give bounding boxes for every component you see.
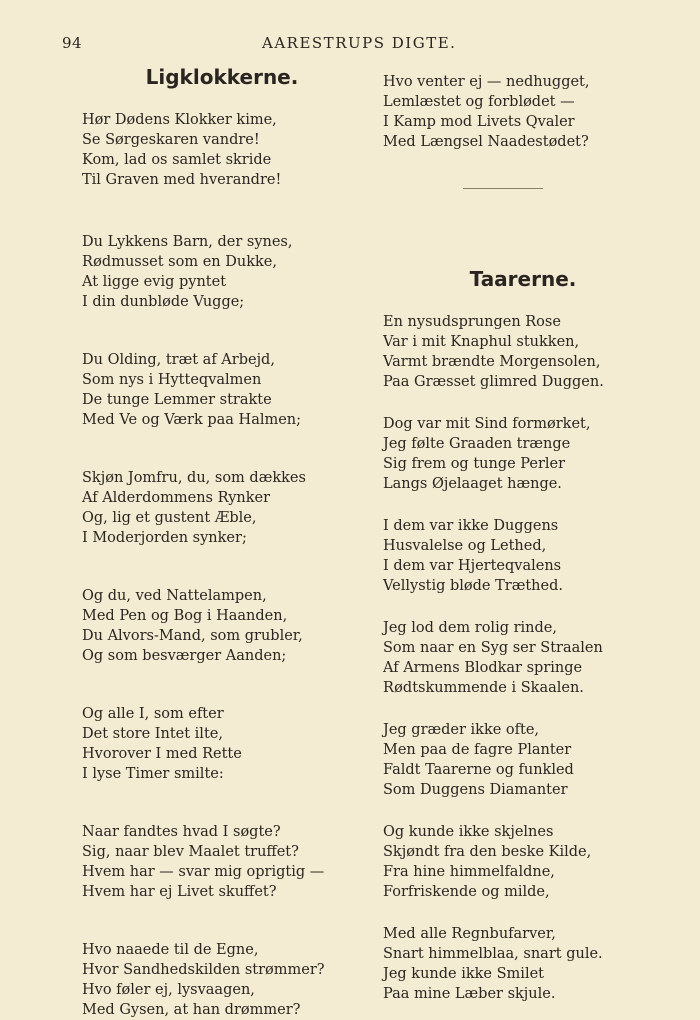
verse-line: Som Duggens Diamanter xyxy=(383,782,568,798)
verse-line: Hvo naaede til de Egne, xyxy=(82,942,259,958)
verse-line: Af Armens Blodkar springe xyxy=(383,660,583,676)
stanza xyxy=(383,618,663,698)
verse-line: Hvorover I med Rette xyxy=(82,746,242,762)
stanza xyxy=(82,110,362,190)
verse-line: Sig frem og tunge Perler xyxy=(383,456,566,472)
verse-line: I Kamp mod Livets Qvaler xyxy=(383,114,575,130)
verse-line: Kom, lad os samlet skride xyxy=(82,152,272,168)
verse-line: Rødmusset som en Dukke, xyxy=(82,254,277,270)
verse-line: Og som besværger Aanden; xyxy=(82,648,287,664)
verse-line: Dog var mit Sind formørket, xyxy=(383,416,591,432)
verse-line: Skjøndt fra den beske Kilde, xyxy=(383,844,592,860)
poem-title: Ligklokkerne. xyxy=(145,65,299,89)
verse-line: Rødtskummende i Skaalen. xyxy=(383,680,584,696)
verse-line: I din dunbløde Vugge; xyxy=(82,294,245,310)
verse-line: Hvem har ej Livet skuffet? xyxy=(82,884,277,900)
verse-line: Forfriskende og milde, xyxy=(383,884,550,900)
stanza xyxy=(82,232,362,312)
verse-line: Hvo venter ej — nedhugget, xyxy=(383,74,590,90)
verse-line: Varmt brændte Morgensolen, xyxy=(383,354,601,370)
verse-line: Og, lig et gustent Æble, xyxy=(82,510,257,526)
verse-line: Med Længsel Naadestødet? xyxy=(383,134,589,150)
verse-line: Paa mine Læber skjule. xyxy=(383,986,556,1002)
verse-line: At ligge evig pyntet xyxy=(82,274,227,290)
stanza xyxy=(82,350,362,430)
section-divider xyxy=(463,188,543,189)
verse-line: Med Ve og Værk paa Halmen; xyxy=(82,412,302,428)
verse-line: Vellystig bløde Træthed. xyxy=(383,578,563,594)
verse-line: Sig, naar blev Maalet truffet? xyxy=(82,844,299,860)
stanza xyxy=(383,516,663,596)
verse-line: Snart himmelblaa, snart gule. xyxy=(383,946,603,962)
verse-line: Naar fandtes hvad I søgte? xyxy=(82,824,281,840)
verse-line: Med Gysen, at han drømmer? xyxy=(82,1002,301,1018)
verse-line: Og alle I, som efter xyxy=(82,706,224,722)
verse-line: Fra hine himmelfaldne, xyxy=(383,864,555,880)
verse-line: Paa Græsset glimred Duggen. xyxy=(383,374,604,390)
verse-line: Skjøn Jomfru, du, som dækkes xyxy=(82,470,306,486)
verse-line: Til Graven med hverandre! xyxy=(82,172,282,188)
verse-line: Du Olding, træt af Arbejd, xyxy=(82,352,275,368)
verse-line: Lemlæstet og forblødet — xyxy=(383,94,575,110)
poem-ligklokkerne xyxy=(82,62,362,1020)
verse-line: Hvem har — svar mig oprigtig — xyxy=(82,864,325,880)
page-header xyxy=(62,34,642,56)
stanza xyxy=(383,312,663,392)
verse-line: Langs Øjelaaget hænge. xyxy=(383,476,562,492)
verse-line: Som nys i Hytteqvalmen xyxy=(82,372,262,388)
verse-line: Jeg græder ikke ofte, xyxy=(383,722,540,738)
verse-line: Jeg følte Graaden trænge xyxy=(383,436,571,452)
stanza xyxy=(383,720,663,800)
stanza xyxy=(82,704,362,784)
verse-line: Jeg kunde ikke Smilet xyxy=(383,966,544,982)
verse-line: En nysudsprungen Rose xyxy=(383,314,561,330)
verse-line: Og du, ved Nattelampen, xyxy=(82,588,267,604)
verse-line: Se Sørgeskaren vandre! xyxy=(82,132,260,148)
verse-line: Med Pen og Bog i Haanden, xyxy=(82,608,288,624)
page-number: 94 xyxy=(62,34,83,52)
verse-line: Men paa de fagre Planter xyxy=(383,742,572,758)
verse-line: Jeg lod dem rolig rinde, xyxy=(383,620,557,636)
verse-line: I dem var Hjerteqvalens xyxy=(383,558,562,574)
verse-line: Som naar en Syg ser Straalen xyxy=(383,640,603,656)
verse-line: I dem var ikke Duggens xyxy=(383,518,559,534)
verse-line: Hør Dødens Klokker kime, xyxy=(82,112,277,128)
verse-line: Med alle Regnbufarver, xyxy=(383,926,556,942)
stanza xyxy=(82,940,362,1020)
verse-line: I Moderjorden synker; xyxy=(82,530,247,546)
verse-line: Hvor Sandhedskilden strømmer? xyxy=(82,962,325,978)
stanza xyxy=(82,468,362,548)
stanza xyxy=(383,72,663,152)
right-column xyxy=(383,72,663,1004)
stanza xyxy=(82,586,362,666)
verse-line: Du Lykkens Barn, der synes, xyxy=(82,234,293,250)
verse-line: Husvalelse og Lethed, xyxy=(383,538,547,554)
stanza xyxy=(82,822,362,902)
verse-line: Var i mit Knaphul stukken, xyxy=(383,334,580,350)
verse-line: Af Alderdommens Rynker xyxy=(82,490,271,506)
verse-line: I lyse Timer smilte: xyxy=(82,766,224,782)
verse-line: Og kunde ikke skjelnes xyxy=(383,824,554,840)
stanza xyxy=(383,414,663,494)
stanza xyxy=(383,924,663,1004)
running-title: AARESTRUPS DIGTE. xyxy=(262,34,457,52)
verse-line: Det store Intet ilte, xyxy=(82,726,223,742)
verse-line: Faldt Taarerne og funkled xyxy=(383,762,574,778)
stanza xyxy=(383,822,663,902)
verse-line: De tunge Lemmer strakte xyxy=(82,392,272,408)
verse-line: Du Alvors-Mand, som grubler, xyxy=(82,628,303,644)
verse-line: Hvo føler ej, lysvaagen, xyxy=(82,982,255,998)
poem-title: Taarerne. xyxy=(469,267,577,291)
